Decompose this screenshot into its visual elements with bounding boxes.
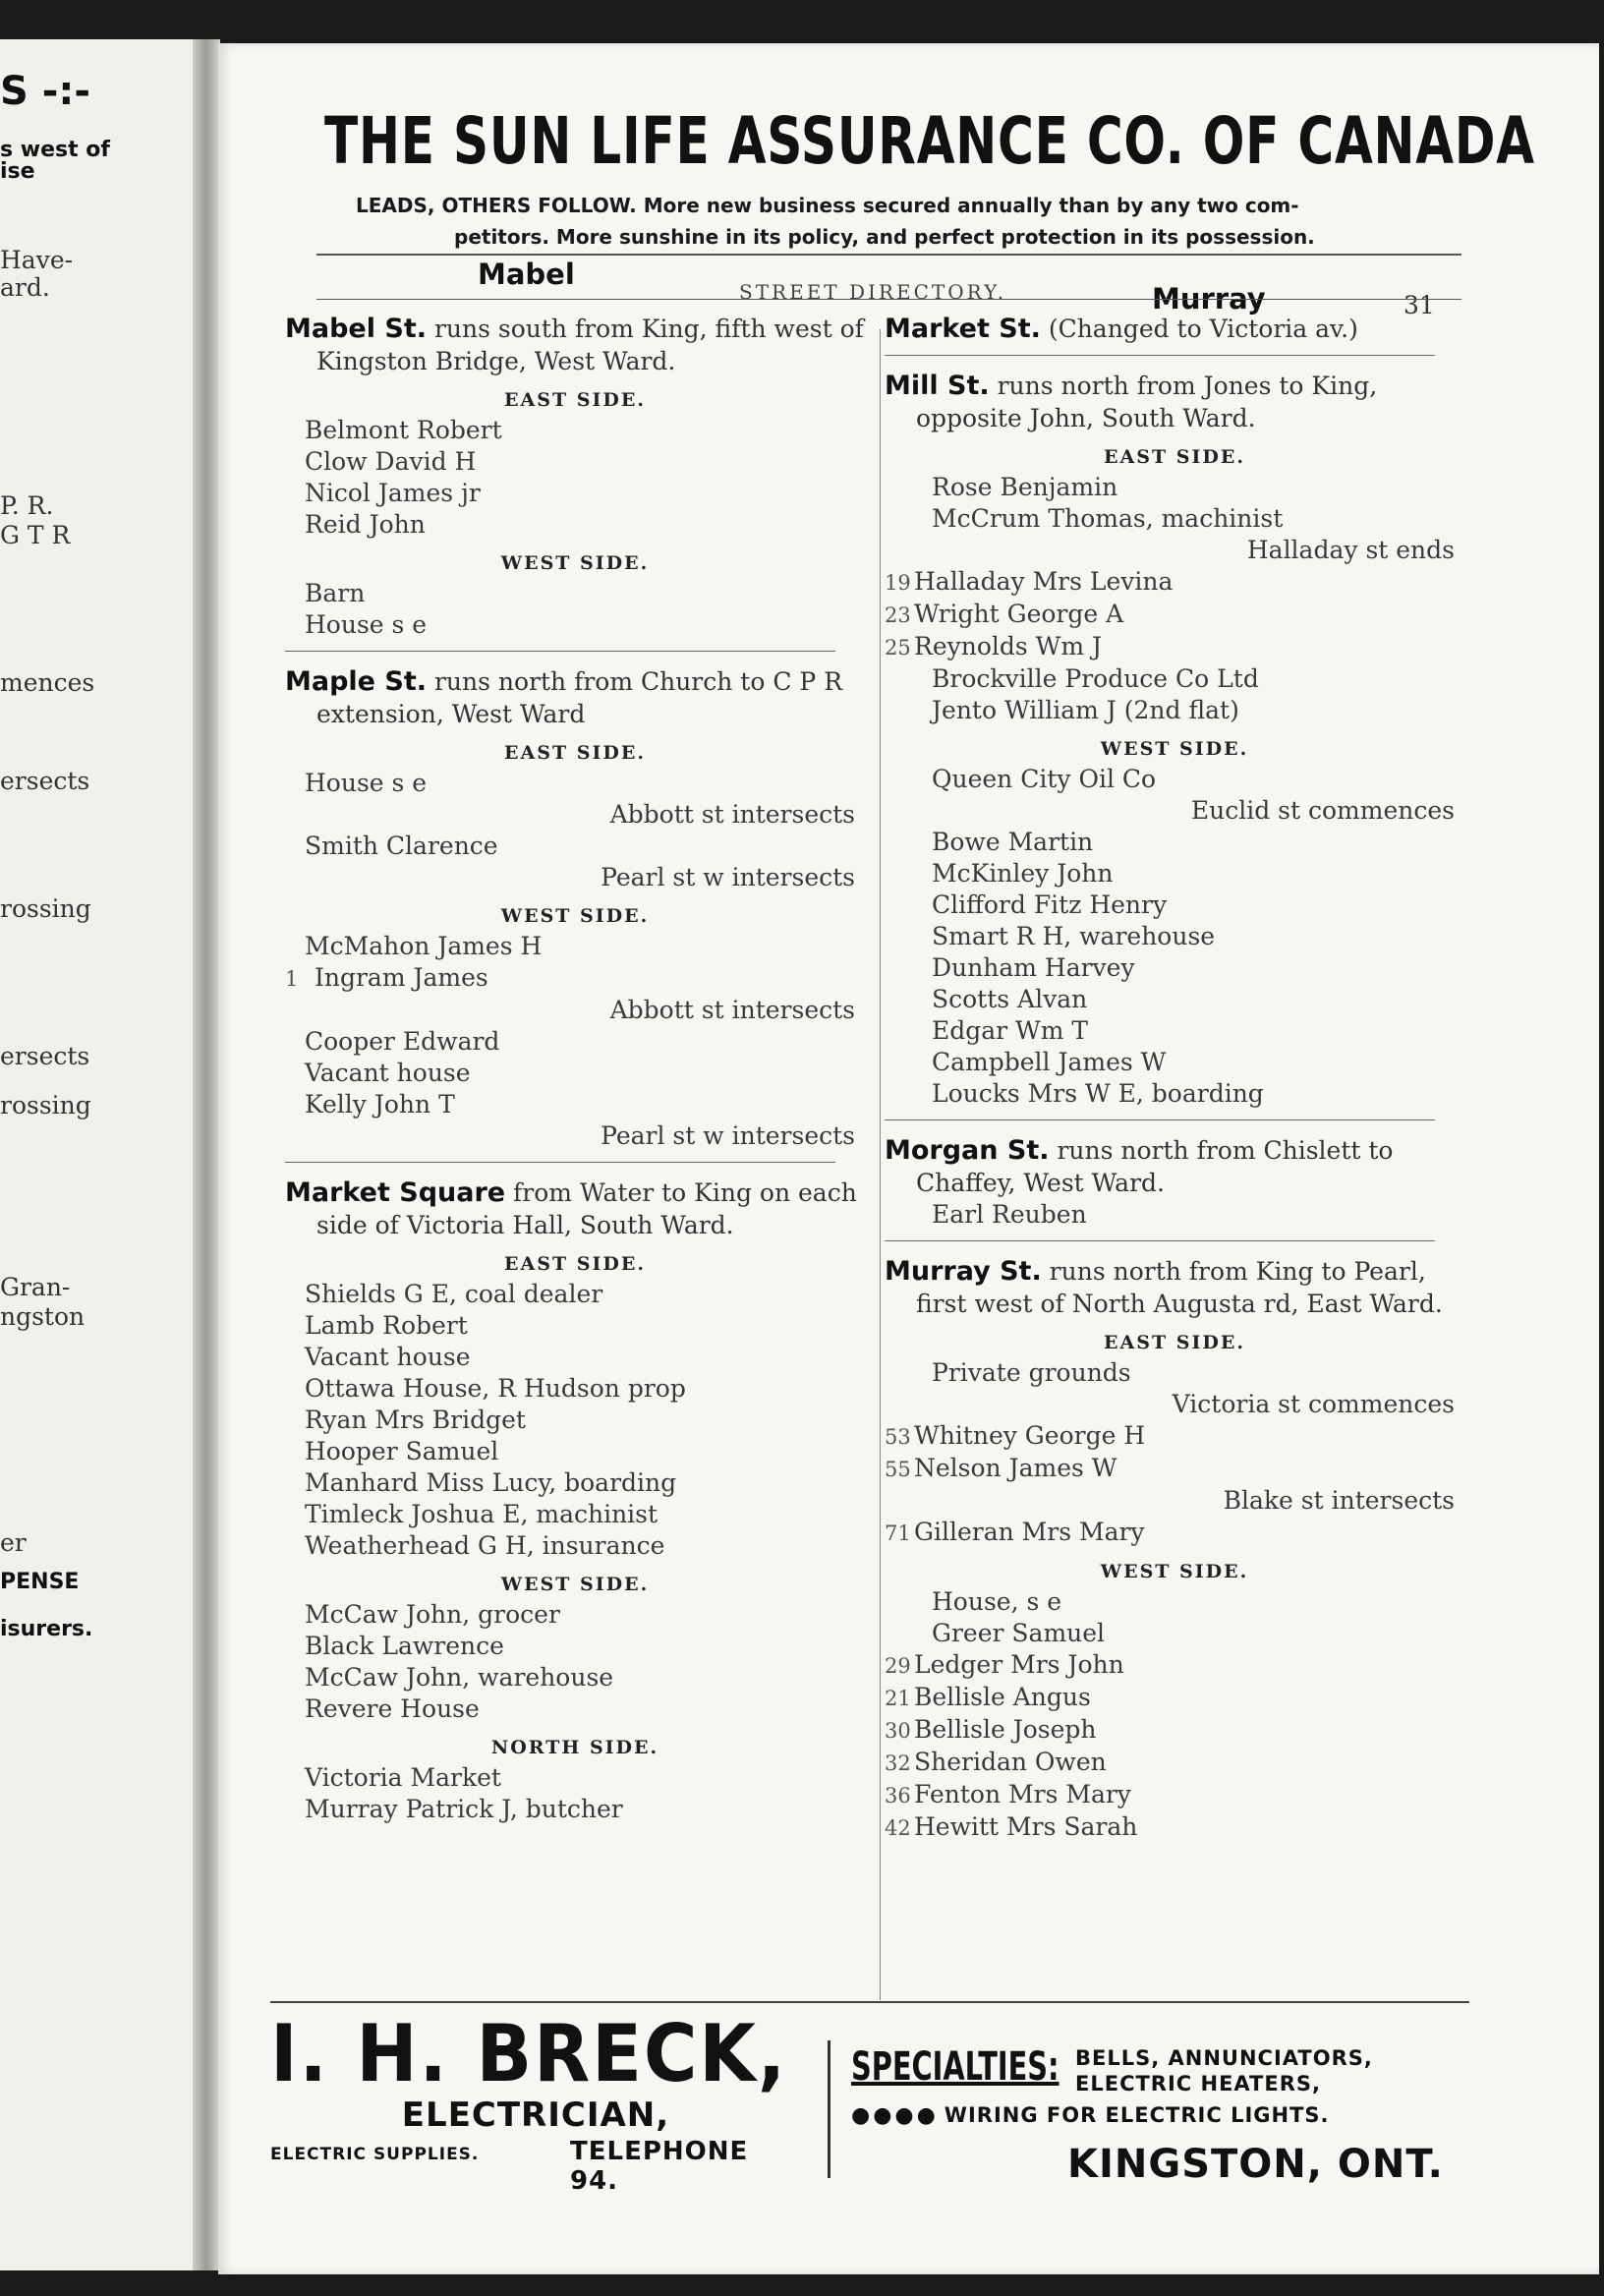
line-text: Sheridan Owen xyxy=(914,1748,1107,1776)
resident-line xyxy=(285,1373,865,1405)
resident-line xyxy=(285,1693,865,1725)
line-text: House, s e xyxy=(932,1587,1062,1616)
street-intro xyxy=(285,665,865,730)
line-text: Belmont Robert xyxy=(305,416,502,444)
advert-footer xyxy=(270,2135,801,2196)
line-text: Dunham Harvey xyxy=(932,953,1135,982)
resident-line xyxy=(285,415,865,446)
specialty-line-1: BELLS, ANNUNCIATORS, xyxy=(1075,2046,1373,2070)
advert-city: KINGSTON, ONT. xyxy=(1067,2142,1444,2187)
resident-line xyxy=(885,1682,1464,1714)
resident-line xyxy=(885,472,1464,503)
header-rule-top xyxy=(316,254,1461,256)
street-name: Mill St. xyxy=(885,371,990,401)
street-description: runs north from King to Pearl, first west of North Augusta rd, East Ward. xyxy=(916,1257,1443,1318)
line-text: Cooper Edward xyxy=(305,1027,500,1056)
street-name: Maple St. xyxy=(285,666,427,697)
specialty-wiring xyxy=(851,2103,1402,2128)
intersection-note xyxy=(285,799,865,831)
book-gutter xyxy=(193,39,220,2270)
right-column xyxy=(885,313,1464,1850)
facing-page-text: Have- xyxy=(0,246,74,274)
side-heading: EAST SIDE. xyxy=(1104,446,1245,468)
street-entry xyxy=(285,665,865,1152)
street-description: runs north from Jones to King, opposite John, South Ward. xyxy=(916,372,1378,432)
resident-line xyxy=(885,858,1464,890)
line-text: Bellisle Angus xyxy=(914,1683,1091,1711)
running-head-right: Murray xyxy=(1152,282,1266,316)
resident-line xyxy=(885,1649,1464,1682)
facing-page-text: ard. xyxy=(0,273,50,302)
resident-line xyxy=(885,1078,1464,1110)
resident-line xyxy=(885,1811,1464,1844)
side-heading: EAST SIDE. xyxy=(1104,1332,1245,1353)
house-number: 29 xyxy=(885,1654,911,1678)
facing-page-text: rossing xyxy=(0,1091,91,1119)
facing-page xyxy=(0,39,197,2270)
line-text: Private grounds xyxy=(932,1358,1131,1387)
entry-divider xyxy=(285,651,835,652)
street-name: Market Square xyxy=(285,1177,506,1208)
intersection-note xyxy=(885,1389,1464,1420)
house-number: 21 xyxy=(885,1687,911,1710)
resident-line xyxy=(285,446,865,478)
street-entry xyxy=(885,313,1464,345)
entry-divider xyxy=(885,355,1435,356)
advert-trade: ELECTRICIAN, xyxy=(401,2095,670,2135)
street-entry xyxy=(885,370,1464,1110)
line-text: Blake st intersects xyxy=(1223,1486,1455,1515)
resident-line xyxy=(285,1026,865,1058)
resident-line xyxy=(285,1342,865,1373)
street-name: Market St. xyxy=(885,314,1041,344)
line-text: Victoria Market xyxy=(305,1763,501,1792)
resident-line xyxy=(285,1279,865,1310)
house-number: 1 xyxy=(285,967,299,991)
line-text: Whitney George H xyxy=(914,1421,1146,1450)
advert-supplies: ELECTRIC SUPPLIES. xyxy=(270,2145,480,2164)
resident-line xyxy=(885,827,1464,858)
resident-line xyxy=(285,578,865,609)
resident-line xyxy=(885,921,1464,952)
resident-line xyxy=(285,609,865,641)
line-text: Revere House xyxy=(305,1694,480,1723)
line-text: Fenton Mrs Mary xyxy=(914,1780,1131,1808)
resident-line xyxy=(285,1310,865,1342)
street-name: Morgan St. xyxy=(885,1135,1050,1166)
line-text: Gilleran Mrs Mary xyxy=(914,1518,1145,1546)
line-text: Bowe Martin xyxy=(932,828,1094,856)
street-name: Mabel St. xyxy=(285,314,427,344)
resident-line xyxy=(885,1714,1464,1747)
street-entry xyxy=(885,1134,1464,1231)
resident-line xyxy=(885,1747,1464,1779)
running-head-center: STREET DIRECTORY. xyxy=(739,280,1007,304)
resident-line xyxy=(885,1517,1464,1549)
line-text: Edgar Wm T xyxy=(932,1016,1089,1045)
resident-line xyxy=(885,1453,1464,1485)
resident-line xyxy=(885,890,1464,921)
line-text: Vacant house xyxy=(305,1059,471,1087)
advert-name: I. H. BRECK, xyxy=(270,2008,787,2099)
line-text: Earl Reuben xyxy=(932,1200,1087,1229)
column-separator xyxy=(880,329,881,2000)
street-intro xyxy=(285,1177,865,1241)
line-text: Pearl st w intersects xyxy=(601,863,855,891)
side-heading: EAST SIDE. xyxy=(504,742,646,764)
resident-line xyxy=(285,931,865,962)
street-description: runs south from King, fifth west of Kingston Bridge, West Ward. xyxy=(316,315,864,375)
facing-page-text: ise xyxy=(0,159,35,184)
street-name: Murray St. xyxy=(885,1256,1042,1287)
street-intro xyxy=(285,313,865,377)
line-text: Clow David H xyxy=(305,447,477,476)
side-heading: NORTH SIDE. xyxy=(490,1737,659,1758)
line-text: McCrum Thomas, machinist xyxy=(932,504,1284,533)
entry-divider xyxy=(885,1240,1435,1241)
intersection-note xyxy=(285,1120,865,1152)
left-column xyxy=(285,313,865,1831)
line-text: Ottawa House, R Hudson prop xyxy=(305,1374,686,1403)
side-heading: WEST SIDE. xyxy=(500,905,650,927)
resident-line xyxy=(285,1631,865,1662)
line-text: Halladay Mrs Levina xyxy=(914,567,1174,596)
intersection-note xyxy=(285,862,865,893)
intersection-note xyxy=(285,995,865,1026)
side-heading: WEST SIDE. xyxy=(500,552,650,574)
resident-line xyxy=(285,962,865,995)
line-text: Lamb Robert xyxy=(305,1311,468,1340)
street-entry xyxy=(885,1255,1464,1844)
line-text: Murray Patrick J, butcher xyxy=(305,1795,623,1823)
resident-line xyxy=(885,663,1464,695)
house-number: 30 xyxy=(885,1719,911,1743)
house-number: 19 xyxy=(885,571,911,595)
resident-line xyxy=(285,1436,865,1467)
bullet-dots: ●●●● xyxy=(851,2103,939,2128)
resident-line xyxy=(285,1058,865,1089)
facing-page-text: mences xyxy=(0,668,95,697)
resident-line xyxy=(285,1499,865,1530)
resident-line xyxy=(885,1618,1464,1649)
resident-line xyxy=(285,831,865,862)
line-text: Nelson James W xyxy=(914,1454,1117,1482)
page-title: THE SUN LIFE ASSURANCE CO. OF CANADA xyxy=(324,103,1535,179)
resident-line xyxy=(885,1199,1464,1231)
house-number: 55 xyxy=(885,1458,911,1481)
line-text: Black Lawrence xyxy=(305,1632,504,1660)
line-text: Shields G E, coal dealer xyxy=(305,1280,603,1308)
line-text: Euclid st commences xyxy=(1190,796,1455,825)
resident-line xyxy=(285,1089,865,1120)
resident-line xyxy=(285,1762,865,1794)
line-text: Wright George A xyxy=(914,600,1124,628)
facing-page-text: ngston xyxy=(0,1302,86,1331)
line-text: Clifford Fitz Henry xyxy=(932,890,1168,919)
house-number: 42 xyxy=(885,1816,911,1840)
facing-page-text: ersects xyxy=(0,1042,90,1070)
specialties-advert xyxy=(851,2044,1444,2187)
street-intro xyxy=(885,313,1464,345)
line-text: Brockville Produce Co Ltd xyxy=(932,664,1259,693)
house-number: 23 xyxy=(885,603,911,627)
resident-line xyxy=(285,1467,865,1499)
facing-page-text: s west of xyxy=(0,138,110,162)
resident-line xyxy=(885,1047,1464,1078)
line-text: McKinley John xyxy=(932,859,1114,888)
intersection-note xyxy=(885,535,1464,566)
facing-page-text: P. R. xyxy=(0,491,54,520)
facing-page-text: Gran- xyxy=(0,1273,71,1301)
line-text: Jento William J (2nd flat) xyxy=(932,696,1239,724)
line-text: Reynolds Wm J xyxy=(914,632,1103,660)
resident-line xyxy=(285,1662,865,1693)
resident-line xyxy=(885,1420,1464,1453)
resident-line xyxy=(885,764,1464,795)
facing-page-text: isurers. xyxy=(0,1617,93,1641)
resident-line xyxy=(285,768,865,799)
advert-separator xyxy=(828,2040,831,2178)
advert-telephone: TELEPHONE 94. xyxy=(570,2137,749,2196)
line-text: Vacant house xyxy=(305,1343,471,1371)
street-entry xyxy=(285,313,865,641)
line-text: House s e xyxy=(305,610,428,639)
line-text: Abbott st intersects xyxy=(609,996,855,1024)
house-number: 25 xyxy=(885,636,911,660)
breck-advert xyxy=(270,2008,801,2196)
street-intro xyxy=(885,1255,1464,1320)
line-text: Kelly John T xyxy=(305,1090,455,1119)
line-text: House s e xyxy=(305,769,428,797)
line-text: Hewitt Mrs Sarah xyxy=(914,1812,1138,1841)
running-head-left: Mabel xyxy=(478,258,575,291)
line-text: Victoria st commences xyxy=(1172,1390,1455,1418)
subtitle-line-2: petitors. More sunshine in its policy, and perfect protection in its possession. xyxy=(454,225,1315,249)
line-text: Scotts Alvan xyxy=(932,985,1088,1013)
line-text: Ledger Mrs John xyxy=(914,1650,1124,1679)
line-text: Loucks Mrs W E, boarding xyxy=(932,1079,1264,1108)
line-text: Manhard Miss Lucy, boarding xyxy=(305,1468,677,1497)
line-text: Abbott st intersects xyxy=(609,800,855,829)
page-number: 31 xyxy=(1404,291,1435,319)
line-text: Greer Samuel xyxy=(932,1619,1106,1647)
line-text: Ingram James xyxy=(315,963,488,992)
resident-line xyxy=(885,1586,1464,1618)
resident-line xyxy=(885,952,1464,984)
resident-line xyxy=(285,509,865,541)
street-description: from Water to King on each side of Victoria Hall, South Ward. xyxy=(316,1178,857,1239)
facing-page-text: rossing xyxy=(0,894,91,923)
line-text: Weatherhead G H, insurance xyxy=(305,1531,665,1560)
header-rule-bottom xyxy=(316,299,1461,300)
side-heading: WEST SIDE. xyxy=(1100,1561,1249,1582)
line-text: Ryan Mrs Bridget xyxy=(305,1406,526,1434)
line-text: Reid John xyxy=(305,510,426,539)
side-heading: WEST SIDE. xyxy=(1100,738,1249,760)
specialties-row xyxy=(851,2044,1402,2099)
resident-line xyxy=(285,1794,865,1825)
facing-page-text: ersects xyxy=(0,767,90,795)
page-subtitle xyxy=(356,190,1466,253)
resident-line xyxy=(285,1530,865,1562)
resident-line xyxy=(885,503,1464,535)
resident-line xyxy=(885,566,1464,599)
line-text: Campbell James W xyxy=(932,1048,1167,1076)
line-text: Smith Clarence xyxy=(305,832,498,860)
street-intro xyxy=(885,1134,1464,1199)
subtitle-line-1: LEADS, OTHERS FOLLOW. More new business secured annually than by any two com- xyxy=(356,194,1299,217)
side-heading: EAST SIDE. xyxy=(504,389,646,411)
street-entry xyxy=(285,1177,865,1825)
resident-line xyxy=(885,1779,1464,1811)
line-text: McCaw John, warehouse xyxy=(305,1663,614,1692)
resident-line xyxy=(285,1405,865,1436)
side-heading: WEST SIDE. xyxy=(500,1574,650,1595)
specialties-heading: SPECIALTIES: xyxy=(851,2044,1060,2090)
entry-divider xyxy=(885,1119,1435,1120)
line-text: McCaw John, grocer xyxy=(305,1600,560,1629)
line-text: Bellisle Joseph xyxy=(914,1715,1097,1744)
specialty-line-3: WIRING FOR ELECTRIC LIGHTS. xyxy=(944,2103,1330,2127)
street-description: runs north from Church to C P R extension, West Ward xyxy=(316,667,843,728)
resident-line xyxy=(285,478,865,509)
line-text: Nicol James jr xyxy=(305,479,481,507)
side-heading: EAST SIDE. xyxy=(504,1253,646,1275)
street-intro xyxy=(885,370,1464,434)
facing-page-text: PENSE xyxy=(0,1570,80,1594)
entry-divider xyxy=(285,1162,835,1163)
house-number: 36 xyxy=(885,1784,911,1808)
resident-line xyxy=(885,1357,1464,1389)
line-text: Barn xyxy=(305,579,366,607)
house-number: 71 xyxy=(885,1521,911,1545)
specialty-line-2: ELECTRIC HEATERS, xyxy=(1075,2072,1321,2095)
street-description: (Changed to Victoria av.) xyxy=(1040,315,1358,343)
line-text: Pearl st w intersects xyxy=(601,1121,855,1150)
line-text: Rose Benjamin xyxy=(932,473,1118,501)
line-text: Smart R H, warehouse xyxy=(932,922,1216,950)
facing-page-text: S -:- xyxy=(0,69,90,114)
resident-line xyxy=(885,631,1464,663)
resident-line xyxy=(285,1599,865,1631)
house-number: 32 xyxy=(885,1751,911,1775)
facing-page-text: er xyxy=(0,1528,27,1557)
intersection-note xyxy=(885,795,1464,827)
line-text: McMahon James H xyxy=(305,932,543,960)
resident-line xyxy=(885,695,1464,726)
facing-page-text: G T R xyxy=(0,521,71,549)
street-description: runs north from Chislett to Chaffey, West Ward. xyxy=(916,1136,1394,1197)
line-text: Timleck Joshua E, machinist xyxy=(305,1500,659,1528)
house-number: 53 xyxy=(885,1425,911,1449)
line-text: Halladay st ends xyxy=(1246,536,1455,564)
line-text: Queen City Oil Co xyxy=(932,765,1157,793)
advert-rule xyxy=(270,2001,1469,2003)
resident-line xyxy=(885,984,1464,1015)
intersection-note xyxy=(885,1485,1464,1517)
resident-line xyxy=(885,599,1464,631)
resident-line xyxy=(885,1015,1464,1047)
line-text: Hooper Samuel xyxy=(305,1437,499,1465)
